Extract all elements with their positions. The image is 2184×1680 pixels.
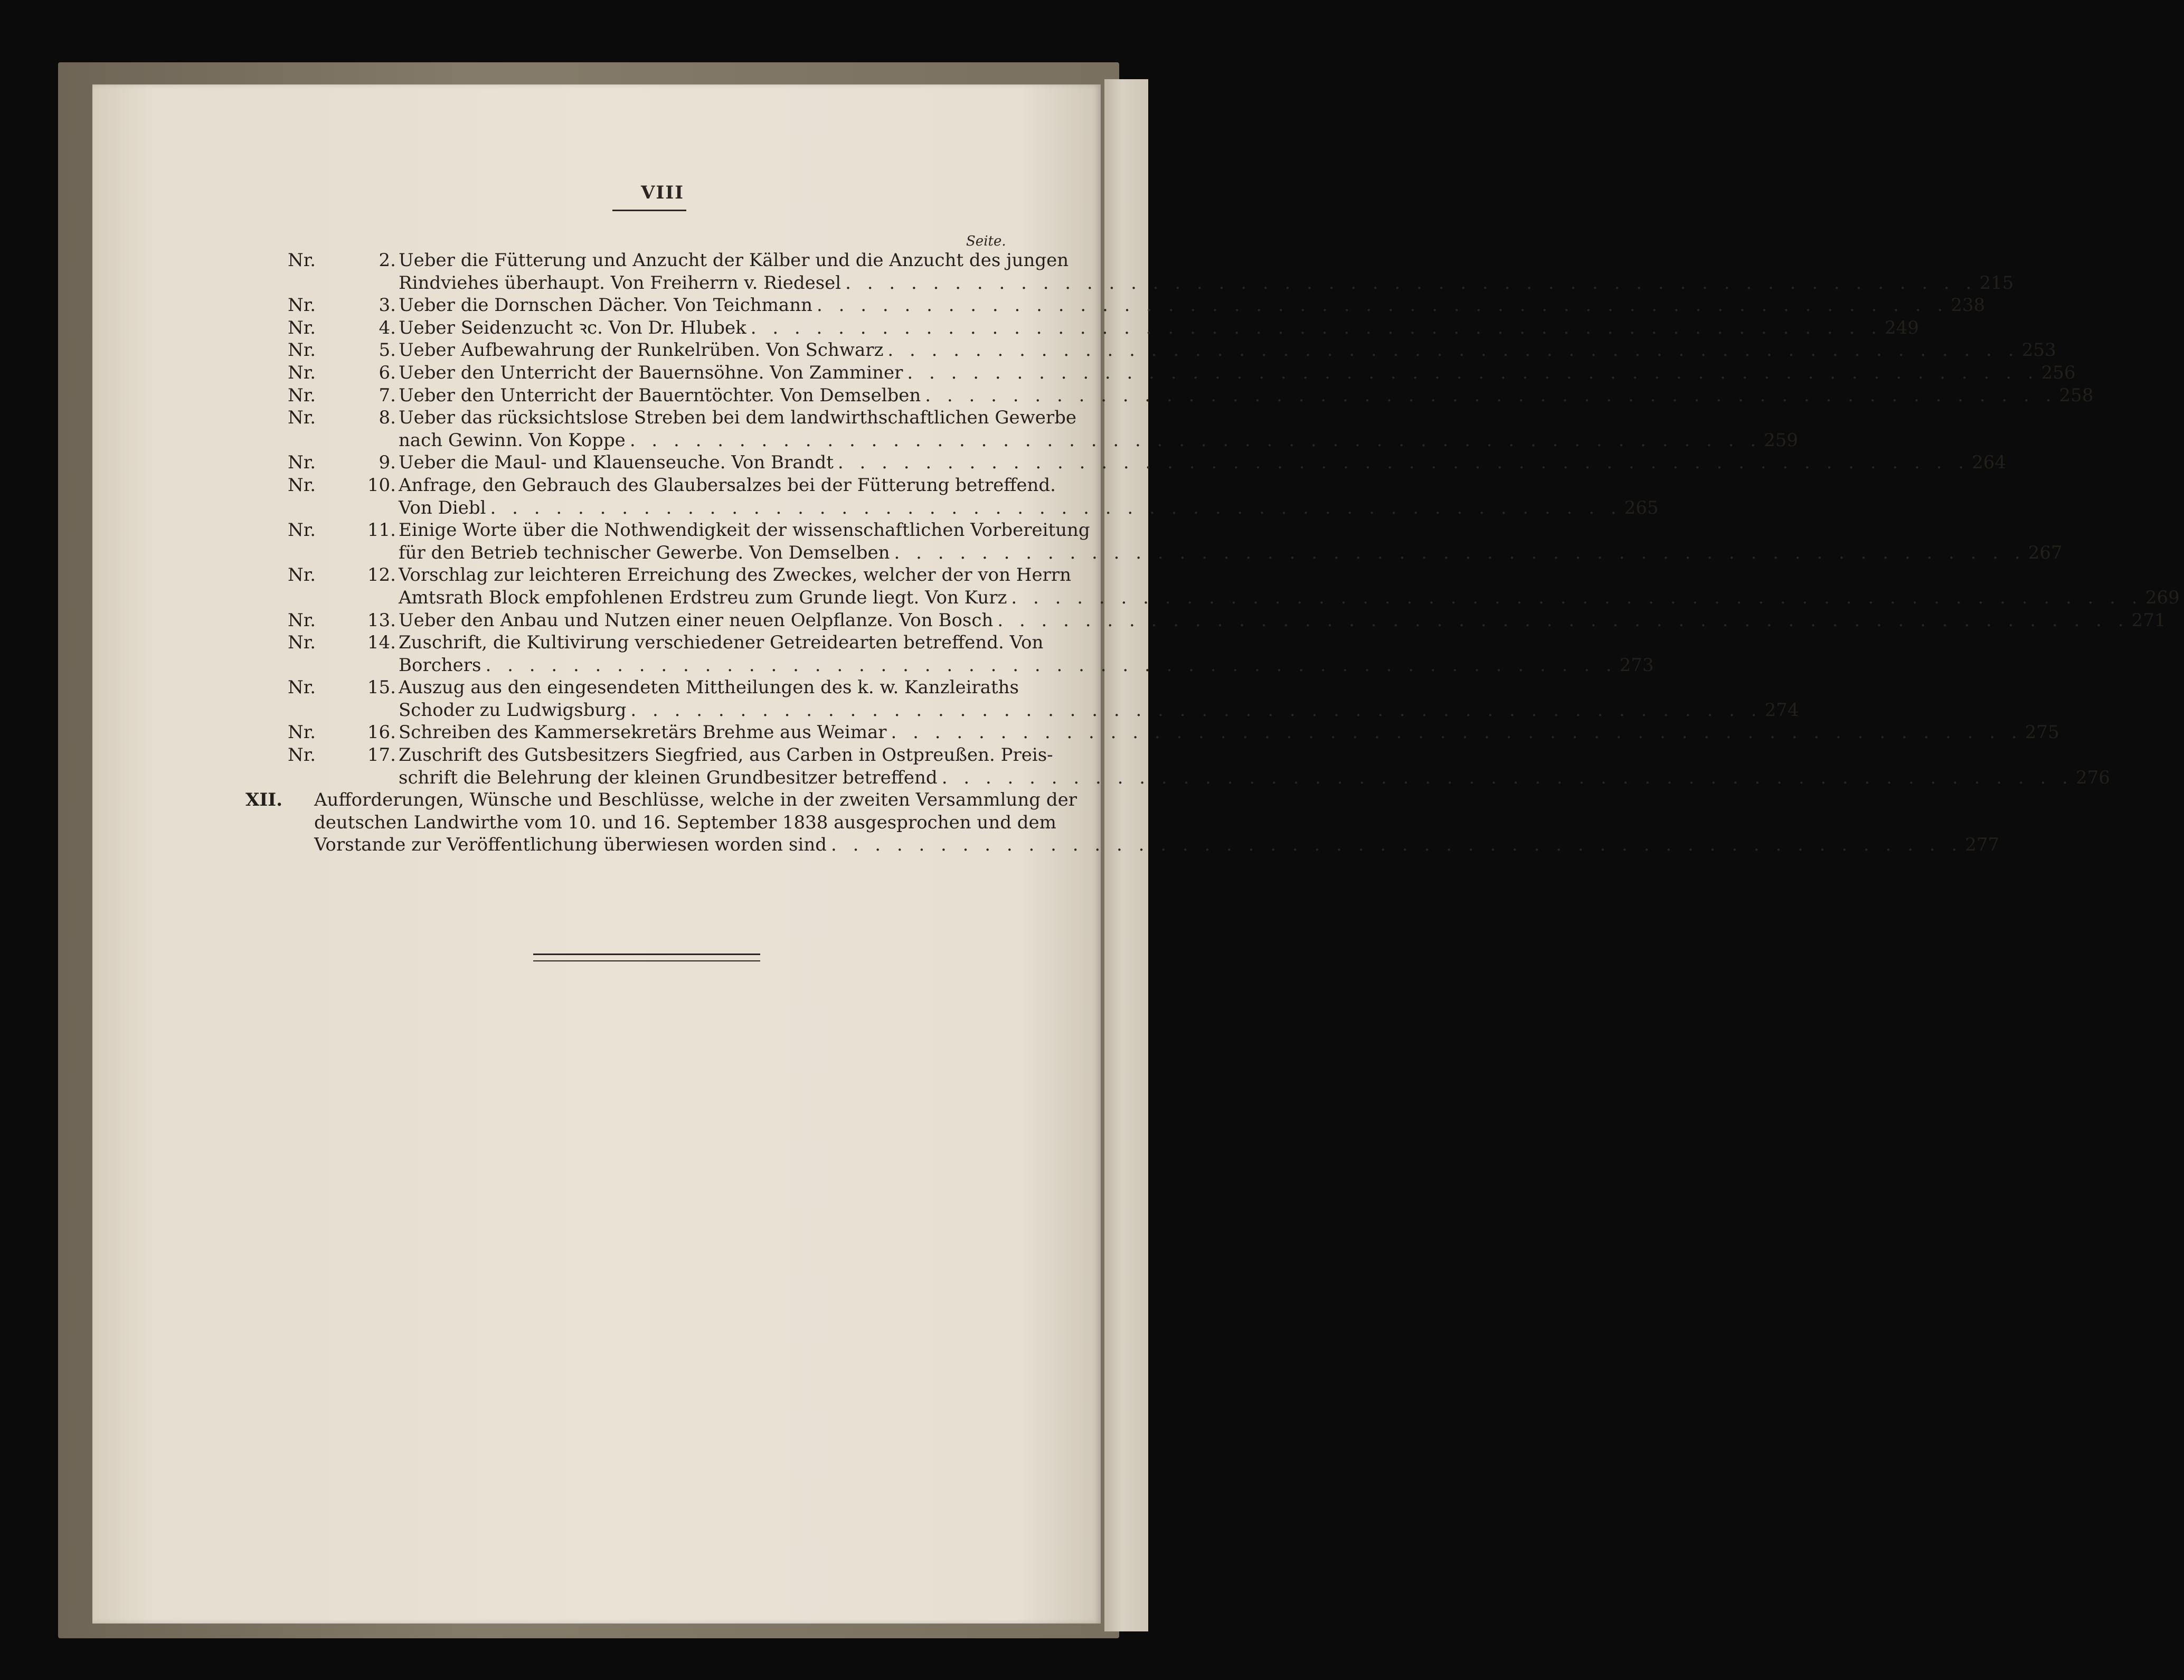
- toc-entry-title: [399, 362, 2080, 384]
- toc-entry: [288, 564, 2180, 609]
- toc-entry-line: [399, 587, 2180, 609]
- toc-entry-label: XII.: [245, 789, 283, 811]
- leader-dots: . . . . . . . . . . . . . . . . . . . . . . . . . . . . . . . . . . . . . . . . . . . . . . . . . . . .: [1011, 587, 2143, 608]
- toc-entry-num: 16.: [367, 722, 396, 743]
- toc-entry-line: [399, 317, 1919, 339]
- page-column-header: Seite.: [966, 233, 1006, 249]
- toc-entry-line: [314, 811, 1999, 834]
- toc-entry-line: [399, 497, 1659, 520]
- toc-entry-line: [399, 407, 1798, 429]
- toc-entry-title: [399, 317, 1923, 339]
- toc-entry-line-text: deutschen Landwirthe vom 10. und 16. September 1838 ausgesprochen und dem: [314, 811, 1056, 833]
- toc-entry-line-text: Ueber die Fütterung und Anzucht der Kälber und die Anzucht des jungen: [399, 250, 1069, 271]
- toc-entry: [288, 294, 1986, 317]
- toc-entry-num: 13.: [367, 609, 396, 631]
- toc-entry-number: [288, 249, 399, 272]
- toc-entry-line: [399, 542, 2063, 564]
- toc-entry-title: [399, 294, 1989, 317]
- toc-entry-num: 12.: [367, 564, 396, 586]
- toc-entry-num: 14.: [367, 632, 396, 654]
- toc-page-number: 271: [2131, 609, 2166, 631]
- leader-dots: . . . . . . . . . . . . . . . . . . . . . . . . . . . . . . . . . . . . . . . . . . . . . . . . . . . .: [629, 429, 1761, 451]
- toc-entry-line-text: Zuschrift des Gutsbesitzers Siegfried, aus Carben in Ostpreußen. Preis-: [399, 744, 1053, 766]
- toc-entry-number: [288, 407, 399, 429]
- toc-entry-line: [399, 564, 2180, 587]
- toc-entry-line-text: Ueber den Anbau und Nutzen einer neuen Oelpflanze. Von Bosch: [399, 609, 994, 631]
- leader-dots: . . . . . . . . . . . . . . . . . . . . . . . . . . . . . . . . . . . . . . . . . . . . . . . . . . . .: [887, 339, 2019, 361]
- toc-entry-line-text: Schoder zu Ludwigsburg: [399, 699, 627, 721]
- toc-entry-title: [399, 249, 2018, 294]
- toc-entry: [288, 249, 2014, 294]
- toc-entry-line-text: Anfrage, den Gebrauch des Glaubersalzes bei der Fütterung betreffend.: [399, 474, 1056, 496]
- toc-entry-num: 8.: [379, 407, 396, 429]
- toc-entry-label: Nr.: [288, 384, 316, 406]
- leader-dots: . . . . . . . . . . . . . . . . . . . . . . . . . . . . . . . . . . . . . . . . . . . . . . . . . . . .: [845, 272, 1977, 294]
- toc-page-number: 273: [1619, 654, 1654, 676]
- toc-entry-title: [399, 676, 1803, 721]
- toc-entry-line: [399, 384, 2093, 407]
- toc-entry-title: [314, 789, 2003, 856]
- toc-entry-title: [399, 631, 1658, 676]
- toc-entry-num: 4.: [379, 317, 396, 338]
- toc-entry-number: [288, 474, 399, 497]
- toc-entry-title: [399, 339, 2060, 362]
- toc-entry-num: 11.: [367, 520, 396, 541]
- toc-entry-label: Nr.: [288, 609, 316, 631]
- toc-entry-line-text: Ueber das rücksichtslose Streben bei dem landwirthschaftlichen Gewerbe: [399, 407, 1076, 429]
- toc-page-number: 258: [2059, 384, 2094, 406]
- toc-entry-line: [399, 519, 2063, 542]
- toc-entry: [288, 631, 1654, 676]
- toc-entry-title: [399, 474, 1663, 519]
- toc-entry: [288, 744, 2110, 789]
- toc-page-number: 276: [2075, 767, 2110, 788]
- leader-dots: . . . . . . . . . . . . . . . . . . . . . . . . . . . . . . . . . . . . . . . . . . . . . . . . . . . .: [750, 317, 1882, 338]
- toc-entry-number: [288, 317, 399, 339]
- toc-page-number: 274: [1764, 699, 1799, 721]
- toc-entry-label: Nr.: [288, 339, 316, 361]
- toc-page-number: 267: [2028, 542, 2063, 563]
- toc-entry-title: [399, 564, 2184, 609]
- toc-entry-label: Nr.: [288, 632, 316, 654]
- toc-entry-line: [399, 609, 2166, 632]
- toc-entry-line-text: Vorschlag zur leichteren Erreichung des Zweckes, welcher der von Herrn: [399, 564, 1071, 586]
- toc-entry-num: 7.: [379, 384, 396, 406]
- toc-entry-line-text: nach Gewinn. Von Koppe: [399, 429, 626, 451]
- toc-entry-line-text: Vorstande zur Veröffentlichung überwiesen worden sind: [314, 834, 827, 856]
- toc-entry-number: [288, 631, 399, 654]
- table-of-contents: [245, 249, 2180, 856]
- leader-dots: . . . . . . . . . . . . . . . . . . . . . . . . . . . . . . . . . . . . . . . . . . . . . . . . . . . .: [894, 542, 2026, 563]
- toc-entry-line-text: Von Diebl: [399, 497, 486, 518]
- toc-entry-num: 9.: [379, 452, 396, 474]
- leader-dots: . . . . . . . . . . . . . . . . . . . . . . . . . . . . . . . . . . . . . . . . . . . . . . . . . . . .: [830, 834, 1963, 856]
- toc-entry-line-text: Schreiben des Kammersekretärs Brehme aus Weimar: [399, 722, 887, 743]
- toc-page-number: 259: [1764, 429, 1798, 451]
- leader-dots: . . . . . . . . . . . . . . . . . . . . . . . . . . . . . . . . . . . . . . . . . . . . . . . . . . . .: [891, 722, 2022, 743]
- toc-entry-num: 17.: [367, 744, 396, 766]
- toc-entry: [288, 519, 2063, 564]
- leader-dots: . . . . . . . . . . . . . . . . . . . . . . . . . . . . . . . . . . . . . . . . . . . . . . . . . . . .: [490, 497, 1622, 518]
- toc-entry-label: Nr.: [288, 564, 316, 586]
- toc-page-number: 238: [1951, 295, 1986, 316]
- toc-entry-title: [399, 451, 2010, 474]
- toc-entry: [288, 384, 2094, 407]
- toc-page-number: 269: [2145, 587, 2180, 608]
- toc-entry: [288, 317, 1919, 339]
- toc-entry-line-text: Ueber Seidenzucht ꝛc. Von Dr. Hlubek: [399, 317, 746, 338]
- toc-entry-label: Nr.: [288, 452, 316, 474]
- toc-entry-title: [399, 384, 2097, 407]
- toc-entry: [288, 407, 1798, 451]
- toc-entry-number: [288, 384, 399, 407]
- toc-entry: [288, 676, 1799, 721]
- toc-entry-line: [399, 767, 2110, 789]
- toc-entry-line-text: Auszug aus den eingesendeten Mittheilungen des k. w. Kanzleiraths: [399, 677, 1019, 699]
- toc-entry-line-text: Ueber die Maul- und Klauenseuche. Von Brandt: [399, 452, 834, 474]
- leader-dots: . . . . . . . . . . . . . . . . . . . . . . . . . . . . . . . . . . . . . . . . . . . . . . . . . . . .: [907, 362, 2039, 383]
- toc-entry-label: Nr.: [288, 677, 316, 699]
- leader-dots: . . . . . . . . . . . . . . . . . . . . . . . . . . . . . . . . . . . . . . . . . . . . . . . . . . . .: [630, 699, 1762, 721]
- toc-entry-line-text: Amtsrath Block empfohlenen Erdstreu zum Grunde liegt. Von Kurz: [399, 587, 1007, 608]
- toc-entry-line-text: schrift die Belehrung der kleinen Grundbesitzer betreffend: [399, 767, 938, 788]
- toc-entry-title: [399, 519, 2067, 564]
- toc-entry-number: [288, 451, 399, 474]
- toc-entry-line: [399, 744, 2110, 767]
- toc-entry: [288, 451, 2007, 474]
- toc-entry-line: [399, 362, 2076, 384]
- toc-entry-number: [288, 519, 399, 542]
- toc-entry: [288, 474, 1659, 519]
- toc-page-number: 215: [1979, 272, 2014, 294]
- toc-entry-label: Nr.: [288, 362, 316, 383]
- toc-entry-line-text: Ueber die Dornschen Dächer. Von Teichmann: [399, 295, 812, 316]
- toc-entry-line: [399, 631, 1654, 654]
- toc-entry-line-text: Ueber Aufbewahrung der Runkelrüben. Von Schwarz: [399, 339, 884, 361]
- toc-entry-label: Nr.: [288, 744, 316, 766]
- toc-entry: [288, 339, 2056, 362]
- toc-entry-line: [399, 654, 1654, 677]
- folio-rule: [612, 210, 686, 211]
- toc-page-number: 265: [1624, 497, 1659, 518]
- toc-entry-label: Nr.: [288, 317, 316, 338]
- toc-page-number: 256: [2041, 362, 2076, 383]
- toc-entry-num: 6.: [379, 362, 396, 383]
- toc-entry-label: Nr.: [288, 250, 316, 271]
- toc-entry-line-text: Zuschrift, die Kultivirung verschiedener Getreidearten betreffend. Von: [399, 632, 1044, 654]
- toc-entry-line: [399, 451, 2006, 474]
- toc-entry-line-text: Rindviehes überhaupt. Von Freiherrn v. Riedesel: [399, 272, 842, 294]
- toc-entry-number: [288, 744, 399, 767]
- leader-dots: . . . . . . . . . . . . . . . . . . . . . . . . . . . . . . . . . . . . . . . . . . . . . . . . . . . .: [485, 654, 1617, 676]
- toc-entry-line: [399, 272, 2013, 295]
- toc-entry-title: [399, 744, 2114, 789]
- toc-entry-label: Nr.: [288, 407, 316, 429]
- toc-entry-line-text: Borchers: [399, 654, 481, 676]
- toc-entry-label: Nr.: [288, 474, 316, 496]
- toc-entry-line-text: Ueber den Unterricht der Bauerntöchter. Von Demselben: [399, 384, 921, 406]
- leader-dots: . . . . . . . . . . . . . . . . . . . . . . . . . . . . . . . . . . . . . . . . . . . . . . . . . . . .: [817, 295, 1949, 316]
- toc-entry-line-text: für den Betrieb technischer Gewerbe. Von Demselben: [399, 542, 890, 563]
- toc-entry-title: [399, 609, 2170, 632]
- toc-entry-label: Nr.: [288, 520, 316, 541]
- toc-page-number: 249: [1884, 317, 1919, 338]
- toc-page-number: 277: [1965, 834, 2000, 856]
- toc-entry: [288, 362, 2076, 384]
- toc-entry-line: [399, 676, 1799, 699]
- toc-entry-line: [399, 249, 2013, 272]
- toc-entry-number: [288, 362, 399, 384]
- toc-entry-number: [288, 609, 399, 632]
- toc-entry-number: [288, 339, 399, 362]
- toc-entry-number: [288, 721, 399, 744]
- toc-entry-line: [399, 474, 1659, 497]
- toc-entry-label: Nr.: [288, 722, 316, 743]
- leader-dots: . . . . . . . . . . . . . . . . . . . . . . . . . . . . . . . . . . . . . . . . . . . . . . . . . . . .: [997, 609, 2129, 631]
- toc-entry-line: [399, 699, 1799, 722]
- toc-entry-line-text: Ueber den Unterricht der Bauernsöhne. Von Zamminer: [399, 362, 903, 383]
- toc-entry-line-text: Einige Worte über die Nothwendigkeit der wissenschaftlichen Vorbereitung: [399, 520, 1090, 541]
- toc-entry-num: 5.: [379, 339, 396, 361]
- toc-entry-line: [399, 721, 2059, 744]
- toc-entry-num: 3.: [379, 295, 396, 316]
- toc-entry: [288, 721, 2059, 744]
- toc-entry-title: [399, 407, 1802, 451]
- toc-entry-number: [288, 564, 399, 587]
- toc-entry-line: [399, 339, 2056, 362]
- toc-entry-number: [245, 789, 314, 811]
- toc-entry: [245, 789, 2000, 856]
- toc-entry-line: [399, 429, 1798, 452]
- leader-dots: . . . . . . . . . . . . . . . . . . . . . . . . . . . . . . . . . . . . . . . . . . . . . . . . . . . .: [925, 384, 2057, 406]
- toc-entry: [288, 609, 2166, 632]
- page-folio: VIII: [640, 182, 685, 203]
- toc-entry-num: 10.: [367, 474, 396, 496]
- toc-page-number: 253: [2021, 339, 2056, 361]
- toc-entry-num: 15.: [367, 677, 396, 699]
- toc-entry-title: [399, 721, 2064, 744]
- toc-entry-label: Nr.: [288, 295, 316, 316]
- end-rule: [533, 954, 760, 961]
- toc-page-number: 275: [2025, 722, 2059, 743]
- toc-entry-number: [288, 294, 399, 317]
- toc-entry-line-text: Aufforderungen, Wünsche und Beschlüsse, welche in der zweiten Versammlung der: [314, 789, 1077, 811]
- toc-entry-num: 2.: [379, 250, 396, 271]
- toc-entry-line: [314, 789, 1999, 811]
- leader-dots: . . . . . . . . . . . . . . . . . . . . . . . . . . . . . . . . . . . . . . . . . . . . . . . . . . . .: [941, 767, 2073, 788]
- toc-page-number: 264: [1972, 452, 2007, 474]
- toc-entry-line: [314, 834, 1999, 856]
- toc-entry-number: [288, 676, 399, 699]
- leader-dots: . . . . . . . . . . . . . . . . . . . . . . . . . . . . . . . . . . . . . . . . . . . . . . . . . . . .: [837, 452, 1970, 474]
- toc-entry-line: [399, 294, 1985, 317]
